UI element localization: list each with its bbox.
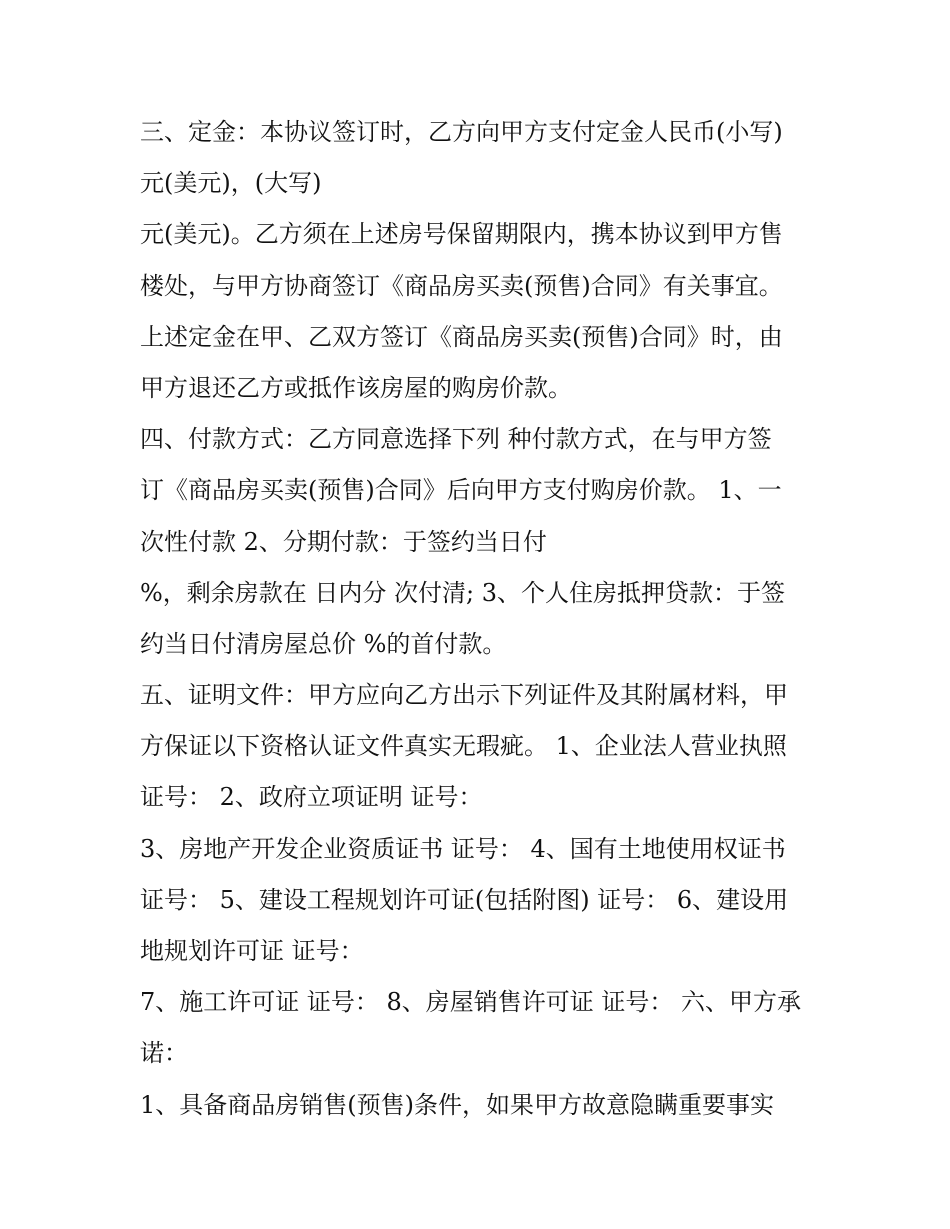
text-line: 证号： 5、建设工程规划许可证(包括附图) 证号： 6、建设用 bbox=[140, 885, 789, 914]
text-line: 诺： bbox=[140, 1039, 188, 1068]
text-line: 次性付款 2、分期付款：于签约当日付 bbox=[140, 527, 547, 556]
text-line: 甲方退还乙方或抵作该房屋的购房价款。 bbox=[140, 373, 572, 402]
text-line: 元(美元)，(大写) bbox=[140, 169, 322, 198]
text-line: 上述定金在甲、乙双方签订《商品房买卖(预售)合同》时，由 bbox=[140, 322, 783, 351]
text-line: 元(美元)。乙方须在上述房号保留期限内，携本协议到甲方售 bbox=[140, 220, 783, 249]
text-line: 楼处，与甲方协商签订《商品房买卖(预售)合同》有关事宜。 bbox=[140, 271, 783, 300]
text-line: 约当日付清房屋总价 %的首付款。 bbox=[140, 629, 507, 658]
contract-text bbox=[140, 107, 820, 1131]
text-line: 地规划许可证 证号： bbox=[140, 937, 364, 965]
text-line: 7、施工许可证 证号： 8、房屋销售许可证 证号： 六、甲方承 bbox=[140, 988, 802, 1017]
text-line: 1、具备商品房销售(预售)条件，如果甲方故意隐瞒重要事实 bbox=[140, 1090, 774, 1119]
text-line: 五、证明文件：甲方应向乙方出示下列证件及其附属材料，甲 bbox=[140, 681, 788, 710]
text-line: 三、定金：本协议签订时，乙方向甲方支付定金人民币(小写) bbox=[140, 118, 783, 146]
text-line: 证号： 2、政府立项证明 证号： bbox=[140, 783, 483, 812]
text-line: 订《商品房买卖(预售)合同》后向甲方支付购房价款。 1、一 bbox=[140, 476, 782, 505]
text-line: 四、付款方式：乙方同意选择下列 种付款方式，在与甲方签 bbox=[140, 425, 772, 454]
text-line: 3、房地产开发企业资质证书 证号： 4、国有土地使用权证书 bbox=[140, 834, 786, 863]
text-line: %，剩余房款在 日内分 次付清; 3、个人住房抵押贷款：于签 bbox=[140, 578, 786, 607]
text-line: 方保证以下资格认证文件真实无瑕疵。 1、企业法人营业执照 bbox=[140, 732, 787, 761]
